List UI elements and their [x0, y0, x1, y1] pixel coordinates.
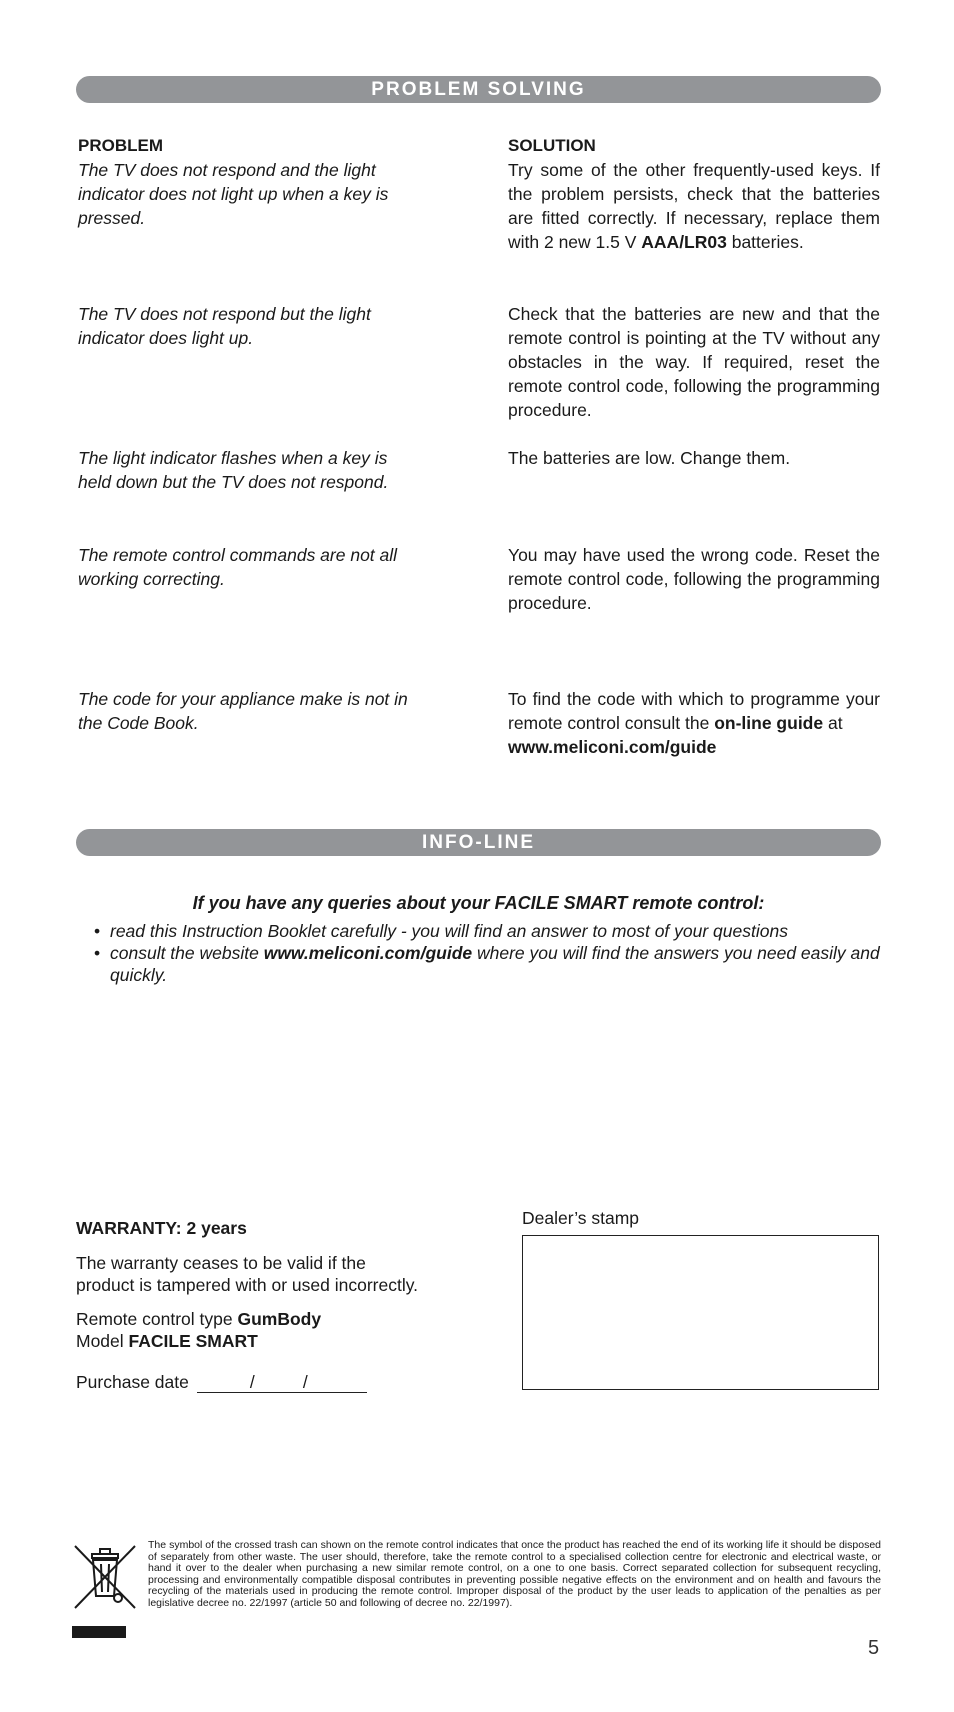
solution-5: To find the code with which to programme your remote control consult the on-line guide at www.meliconi.com/guide	[508, 689, 880, 757]
dealer-stamp-label: Dealer’s stamp	[522, 1208, 640, 1228]
disposal-notice: The symbol of the crossed trash can shown on the remote control indicates that once the product has reached the end of its working life it should be disposed of separately from other waste. The user should, therefore, take the remote control to a specialised collection centre for electronic and electrical waste, or hand it over to the dealer when purchasing a new similar remote control, on a one to one basis. Correct separated collection for subsequent recycling, processing and environmentally compatible disposal contributes in preventing possible negative effects on the environment and on health and favours the recycling of the materials used in producing the remote control. Improper disposal of the product by the user leads to application of the penalties as per legislative decree no. 22/1997 (article 50 and following of decree no. 22/1997).	[148, 1539, 881, 1609]
dealer-stamp-box	[522, 1235, 879, 1390]
problem-4: The remote control commands are not all working correcting.	[78, 545, 398, 589]
solution-2: Check that the batteries are new and that the remote control is pointing at the TV without any obstacles in the way. If required, reset the remote control code, following the programming procedure.	[508, 304, 880, 420]
info-bullet-1: • read this Instruction Booklet carefully - you will find an answer to most of your questions	[94, 920, 884, 942]
page-number: 5	[868, 1637, 880, 1659]
info-bullet-2: • consult the website www.meliconi.com/guide where you will find the answers you need easily and quickly.	[94, 942, 884, 986]
problem-2: The TV does not respond but the light indicator does light up.	[78, 304, 371, 348]
problem-5: The code for your appliance make is not in the Code Book.	[78, 689, 408, 733]
crossed-trash-can-icon	[72, 1540, 138, 1640]
solution-4: You may have used the wrong code. Reset the remote control code, following the programming procedure.	[508, 545, 880, 613]
warranty-product-info: Remote control type GumBody Model FACILE SMART	[76, 1309, 322, 1351]
problem-1: The TV does not respond and the light indicator does not light up when a key is pressed.	[78, 160, 389, 228]
warranty-title: WARRANTY: 2 years	[76, 1218, 247, 1238]
info-line-header: INFO-LINE	[76, 829, 881, 856]
solution-3: The batteries are low. Change them.	[508, 448, 791, 468]
solution-1: Try some of the other frequently-used keys. If the problem persists, check that the batteries are fitted correctly. If necessary, replace them with 2 new 1.5 V AAA/LR03 batteries.	[508, 160, 880, 252]
problem-3: The light indicator flashes when a key is held down but the TV does not respond.	[78, 448, 389, 492]
website-url[interactable]: www.meliconi.com/guide	[263, 943, 473, 963]
problem-solving-header: PROBLEM SOLVING	[76, 76, 881, 103]
problem-column-header: PROBLEM	[78, 136, 163, 155]
info-bullets	[94, 920, 884, 986]
info-question: If you have any queries about your FACILE SMART remote control:	[192, 893, 765, 913]
purchase-date-field[interactable]: / /	[197, 1374, 367, 1393]
solution-column-header: SOLUTION	[508, 136, 596, 155]
warranty-text: The warranty ceases to be valid if the product is tampered with or used incorrectly.	[76, 1253, 419, 1295]
purchase-date: Purchase date / /	[76, 1372, 367, 1393]
online-guide-url[interactable]: www.meliconi.com/guide	[508, 737, 717, 757]
